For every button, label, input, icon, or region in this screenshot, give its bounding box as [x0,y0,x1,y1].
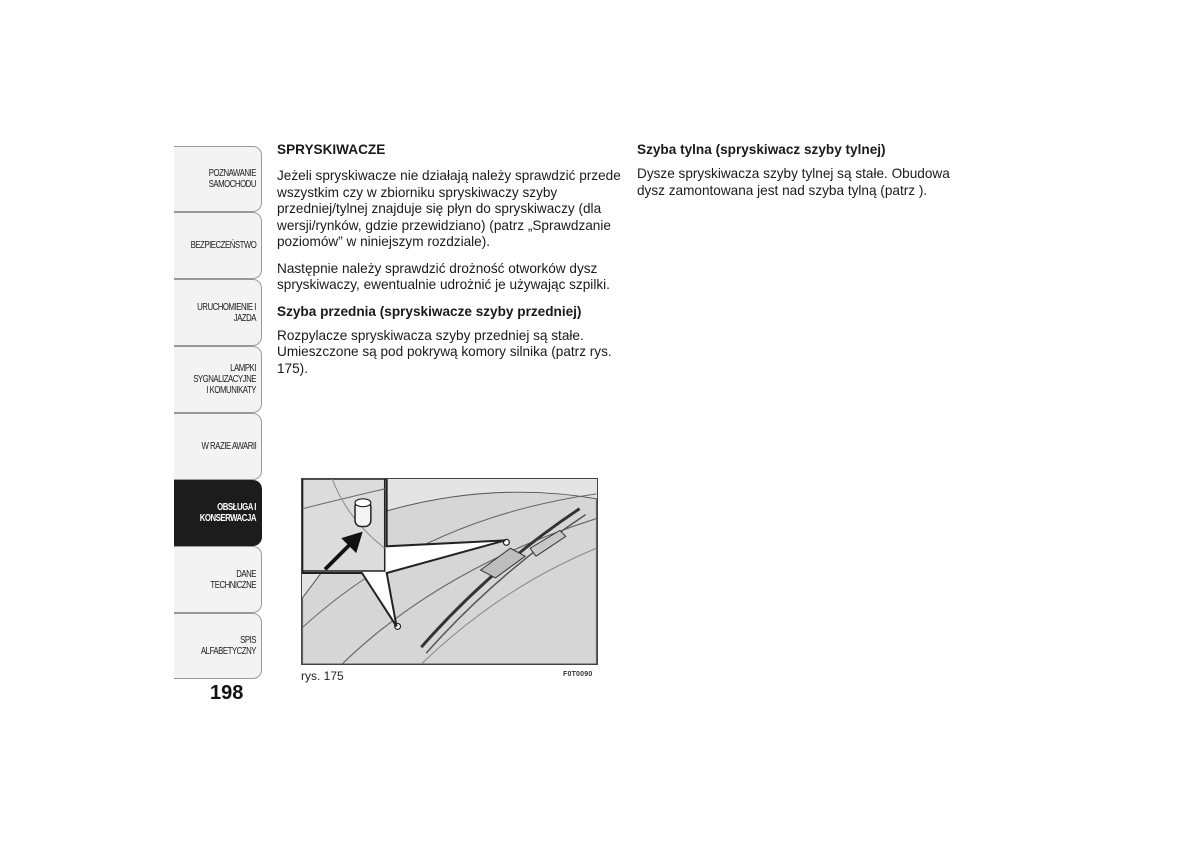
subheading-rear: Szyba tylna (spryskiwacz szyby tylnej) [637,142,886,157]
figure-code: F0T0090 [563,671,593,678]
paragraph-3: Rozpylacze spryskiwacza szyby przedniej są stałe. Umieszczone są pod pokrywą komory silnika (patrz rys. 175). [277,327,612,376]
tab-dane-techniczne[interactable]: DANE TECHNICZNE [174,546,262,613]
tab-lampki-sygnalizacyjne[interactable]: LAMPKI SYGNALIZACYJNE I KOMUNIKATY [174,346,262,413]
paragraph-rear: Dysze spryskiwacza szyby tylnej są stałe. Obudowa dysz zamontowana jest nad szyba tylną (patrz ). [637,166,950,198]
right-column [637,142,977,209]
paragraph-2: Następnie należy sprawdzić drożność otworków dysz spryskiwaczy, ewentualnie udrożnić je używając szpilki. [277,260,610,292]
tab-uruchomienie-i-jazda[interactable]: URUCHOMIENIE I JAZDA [174,279,262,346]
tab-w-razie-awarii[interactable]: W RAZIE AWARII [174,413,262,480]
tab-poznawanie-samochodu[interactable]: POZNAWANIE SAMOCHODU [174,146,262,212]
figure-caption: rys. 175 [301,669,344,683]
tab-obsluga-i-konserwacja[interactable]: OBSŁUGA I KONSERWACJA [174,480,262,546]
subheading-front: Szyba przednia (spryskiwacze szyby przedniej) [277,303,582,319]
tab-spis-alfabetyczny[interactable]: SPIS ALFABETYCZNY [174,613,262,679]
tab-bezpieczenstwo[interactable]: BEZPIECZEŃSTWO [174,212,262,279]
left-column [277,142,622,387]
figure-windshield-washer [301,478,598,665]
section-heading: SPRYSKIWACZE [277,142,386,157]
paragraph-1: Jeżeli spryskiwacze nie działają należy sprawdzić przede wszystkim czy w zbiorniku spryskiwaczy szyby przedniej/tylnej znajduje się płyn do spryskiwaczy (dla wersji/rynków, gdzie przewidziano) (patrz „Sprawdzanie poziomów” w niniejszym rozdziale). [277,168,621,249]
washer-illustration [302,479,597,664]
page-number: 198 [210,682,244,704]
